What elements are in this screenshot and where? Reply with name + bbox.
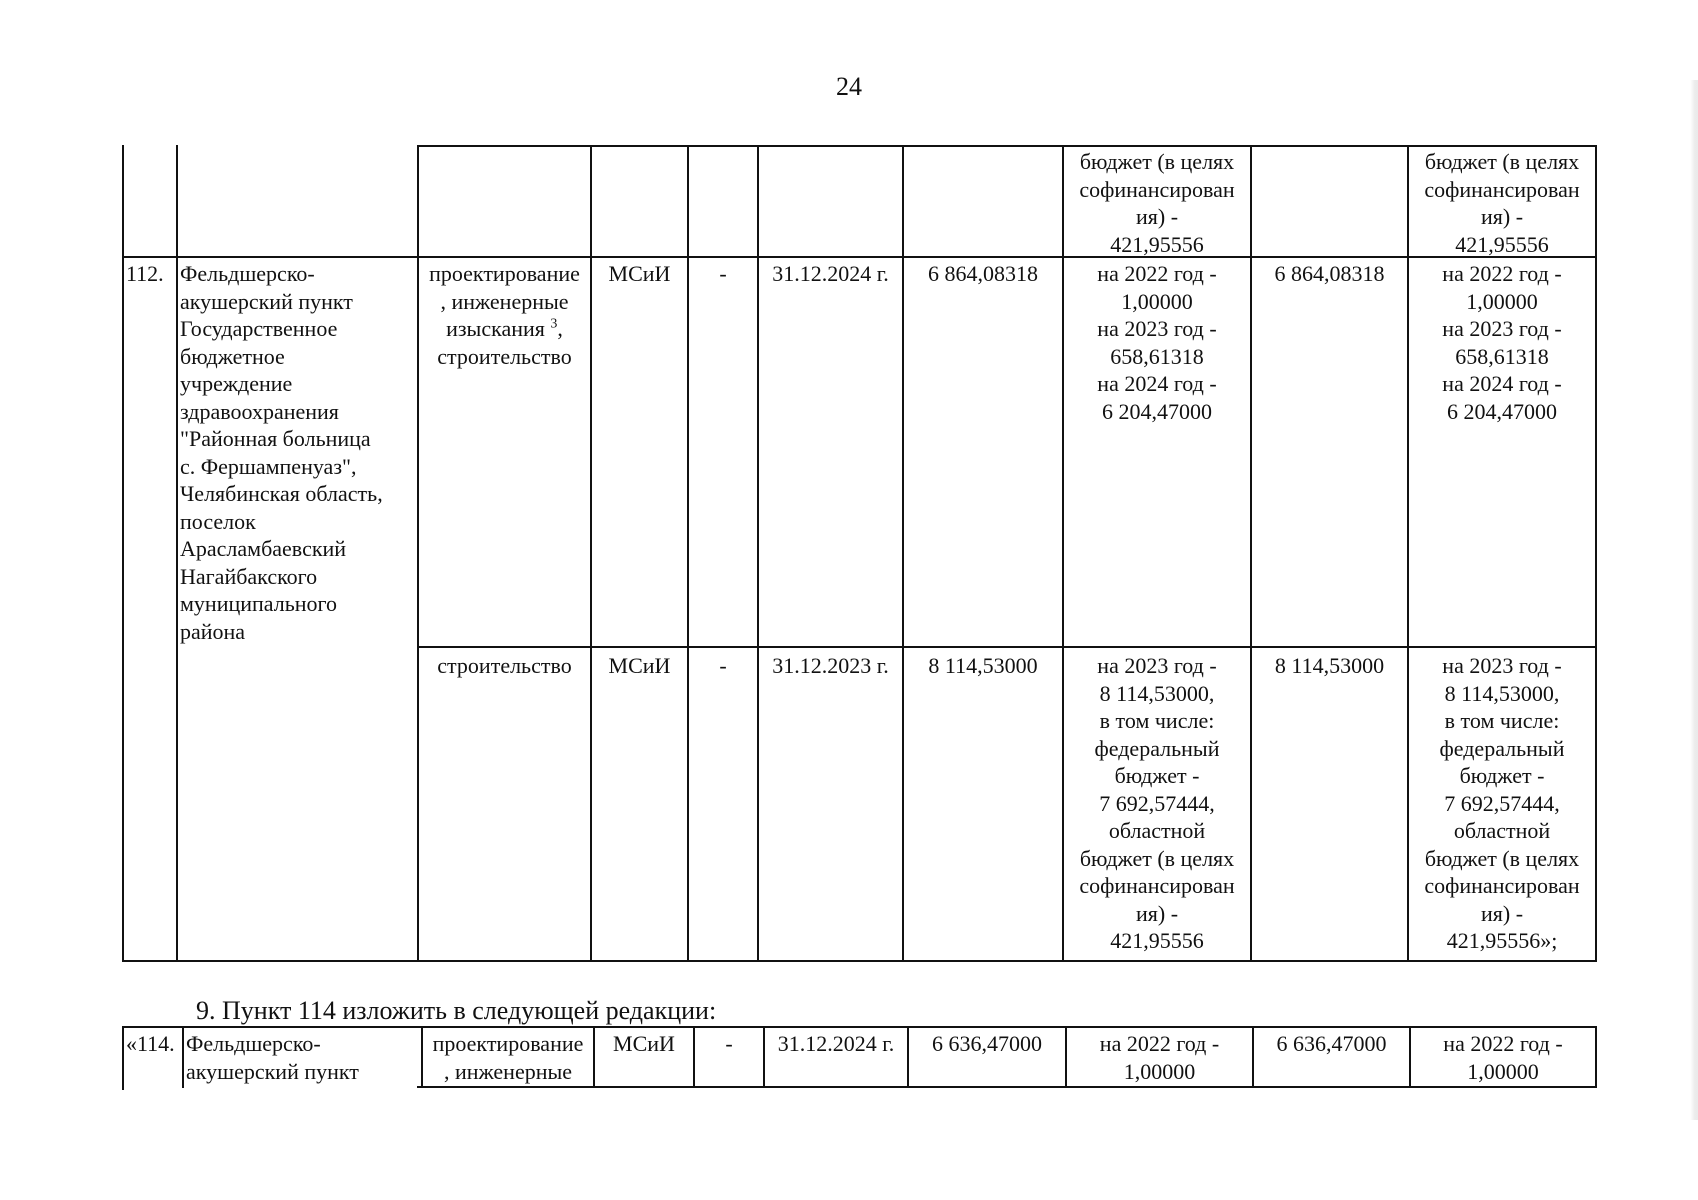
table-cell-row-number: 112. [126, 261, 164, 286]
table-cell-dash: - [719, 261, 727, 286]
section-heading: 9. Пункт 114 изложить в следующей редакции: [196, 996, 717, 1025]
table-cell-customer: МСиИ [608, 653, 671, 678]
work-type-line: , инженерные [440, 288, 569, 314]
work-type-line: строительство [437, 343, 572, 369]
table-cell-budget-schedule: бюджет (в целях софинансирован ия) - 421,95556 [1079, 149, 1235, 257]
table-cell-budget-schedule: на 2022 год - 1,00000 [1099, 1031, 1220, 1084]
table-border [417, 145, 1597, 147]
page-number: 24 [836, 72, 862, 101]
table-cell-object-name: Фельдшерско- акушерский пункт [186, 1031, 359, 1084]
table-border [122, 960, 1597, 962]
table-cell-cost: 8 114,53000 [928, 653, 1038, 678]
table-cell-cost: 8 114,53000 [1274, 653, 1385, 678]
table-cell-budget-schedule: на 2022 год - 1,00000 [1443, 1031, 1563, 1084]
table-cell-cost: 6 864,08318 [928, 261, 1038, 286]
table-cell-budget-schedule: на 2022 год - 1,00000 на 2023 год - 658,61318 на 2024 год - 6 204,47000 [1097, 261, 1217, 424]
table-cell-cost: 6 864,08318 [1274, 261, 1385, 286]
table-cell-deadline: 31.12.2023 г. [772, 653, 889, 678]
work-type-text: изыскания [446, 316, 545, 341]
table-column-divider [1595, 145, 1597, 962]
table-column-divider [1595, 1026, 1597, 1088]
table-cell-work-type [419, 260, 590, 370]
table-cell-deadline: 31.12.2024 г. [772, 261, 889, 286]
table-cell-budget-schedule: на 2023 год - 8 114,53000, в том числе: федеральный бюджет - 7 692,57444, областной бюджет (в целях софинансирован ия) - 421,95556 [1079, 653, 1235, 953]
table-cell-row-number: «114. [126, 1031, 175, 1056]
table-row-divider [122, 256, 1597, 258]
table-cell-customer: МСиИ [613, 1031, 675, 1056]
table-cell-budget-schedule: бюджет (в целях софинансирован ия) - 421,95556 [1424, 149, 1580, 257]
table-cell-cost: 6 636,47000 [932, 1031, 1042, 1056]
table-cell-deadline: 31.12.2024 г. [777, 1031, 895, 1056]
table-border [122, 1026, 1597, 1028]
work-type-line [419, 315, 590, 343]
table-cell-budget-schedule: на 2022 год - 1,00000 на 2023 год - 658,61318 на 2024 год - 6 204,47000 [1442, 261, 1562, 424]
work-type-line: проектирование [429, 261, 580, 286]
table-cell-dash: - [725, 1031, 733, 1056]
table-cell-work-type: проектирование , инженерные [432, 1031, 584, 1084]
table-cell-dash: - [719, 653, 727, 678]
scan-edge-shadow [1690, 80, 1698, 1120]
work-type-text: , [557, 316, 563, 341]
table-cell-object-name: Фельдшерско- акушерский пункт Государственное бюджетное учреждение здравоохранения "Районная больница с. Фершампенуаз", Челябинская область, поселок Арасламбаевский Нагайбакского муниципального района [180, 261, 383, 644]
table-cell-work-type: строительство [437, 653, 572, 678]
table-cell-cost: 6 636,47000 [1276, 1031, 1387, 1056]
footnote-marker: 3 [550, 316, 558, 332]
table-cell-budget-schedule: на 2023 год - 8 114,53000, в том числе: федеральный бюджет - 7 692,57444, областной бюджет (в целях софинансирован ия) - 421,95556»; [1424, 653, 1580, 953]
table-cell-customer: МСиИ [608, 261, 671, 286]
table-row-divider [417, 646, 1597, 648]
